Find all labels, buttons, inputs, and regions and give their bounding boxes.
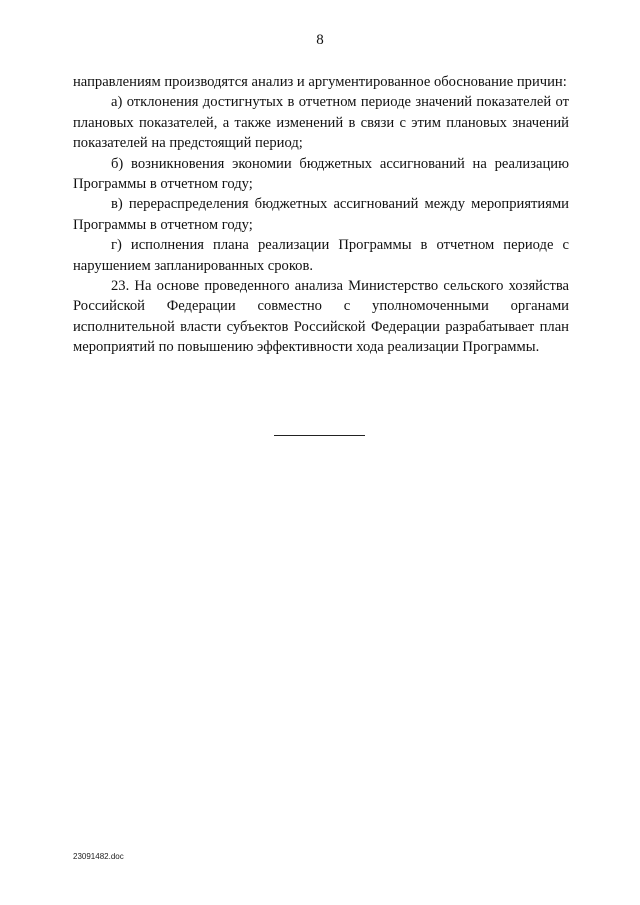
list-item-g: г) исполнения плана реализации Программы в отчетном периоде с нарушением запланированных сроков. <box>73 237 569 274</box>
document-body <box>73 72 569 358</box>
document-code: 23091482.doc <box>73 852 124 861</box>
page-number: 8 <box>316 32 324 48</box>
paragraph-continuation: направлениям производятся анализ и аргументированное обоснование причин: <box>73 74 567 90</box>
paragraph-23: 23. На основе проведенного анализа Министерство сельского хозяйства Российской Федерации совместно с уполномоченными органами исполнительной власти субъектов Российской Федерации разрабатывает план мероприятий по повышению эффективности хода реализации Программы. <box>73 278 569 356</box>
end-divider <box>274 435 365 436</box>
list-item-v: в) перераспределения бюджетных ассигнований между мероприятиями Программы в отчетном году; <box>73 196 569 233</box>
list-item-a: а) отклонения достигнутых в отчетном периоде значений показателей от плановых показателей, а также изменений в связи с этим плановых значений показателей на предстоящий период; <box>73 94 569 152</box>
list-item-b: б) возникновения экономии бюджетных ассигнований на реализацию Программы в отчетном году; <box>73 155 569 193</box>
